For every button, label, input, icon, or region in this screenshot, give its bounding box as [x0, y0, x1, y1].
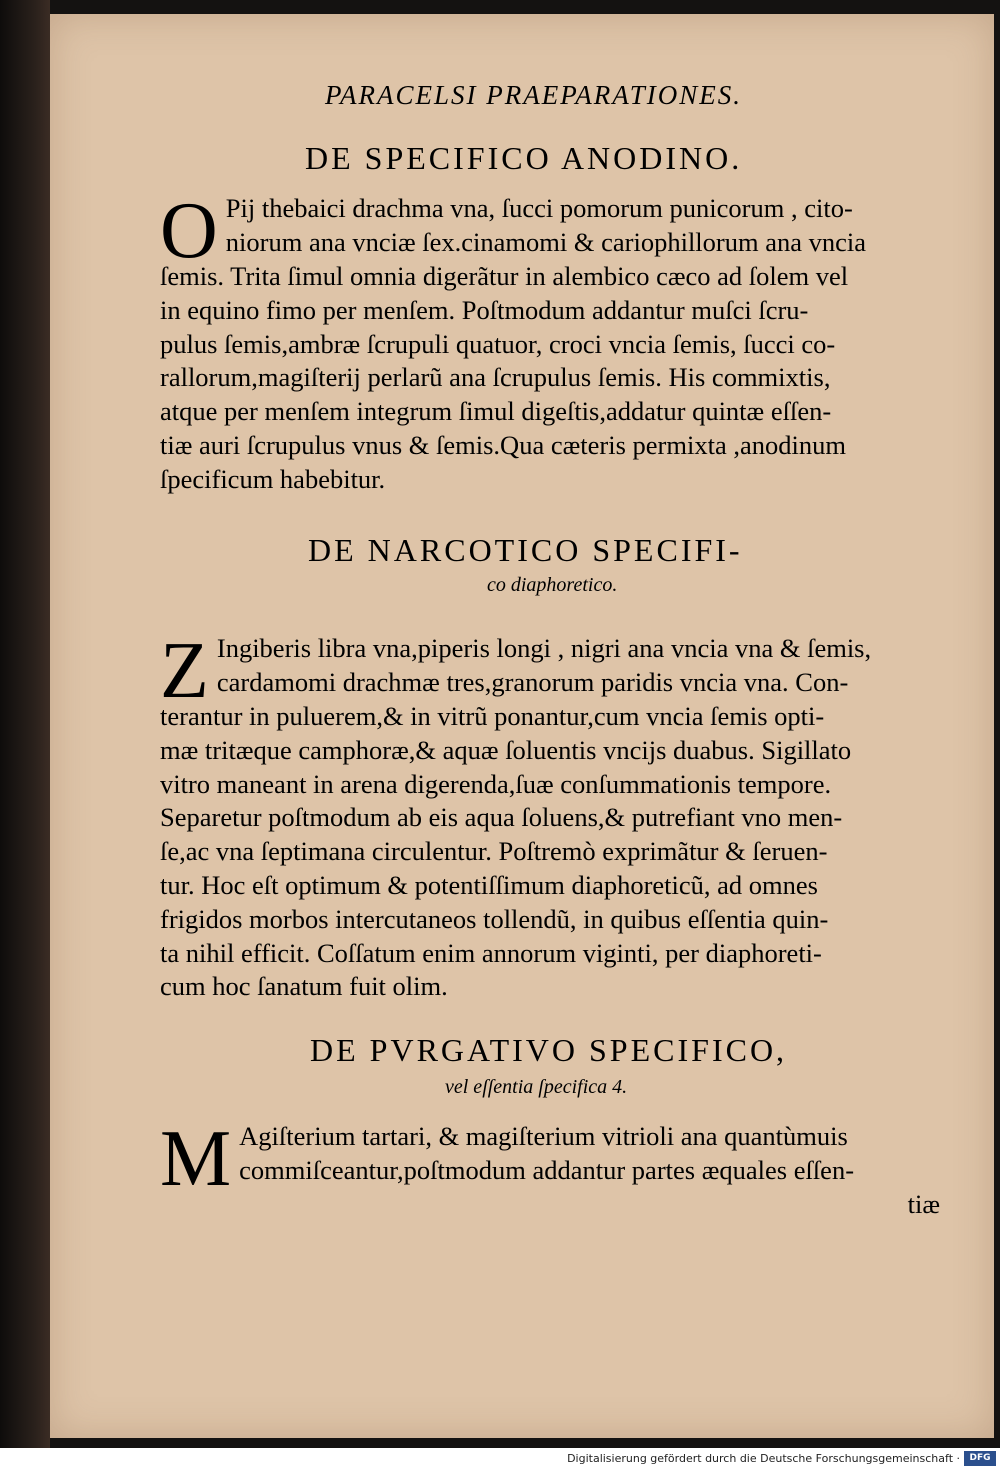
section-subheading-narcotico: co diaphoretico. [487, 574, 618, 596]
text-line: frigidos morbos intercutaneos tollendũ, in quibus eſſentia quin- [160, 903, 829, 934]
text-line: ſpecificum habebitur. [160, 463, 386, 494]
text-line: pulus ſemis,ambræ ſcrupuli quatuor, croci vncia ſemis, ſucci co- [160, 328, 836, 359]
footer-bar [0, 1448, 1000, 1470]
section-body-purgativo [160, 1115, 940, 1222]
book-spine [0, 0, 50, 1448]
section-heading-anodino: DE SPECIFICO ANODINO. [305, 140, 743, 176]
text-line: rallorum,magiſterij perlarũ ana ſcrupulus ſemis. His commixtis, [160, 362, 831, 393]
text-line: Agiſterium tartari, & magiſterium vitrioli ana quantùmuis [239, 1121, 848, 1151]
catchword: tiæ [907, 1189, 940, 1219]
section-subheading-purgativo: vel eſſentia ſpecifica 4. [445, 1076, 628, 1098]
text-line: ſemis. Trita ſimul omnia digerãtur in alembico cæco ad ſolem vel [160, 261, 849, 291]
text-line: mæ tritæque camphoræ,& aquæ ſoluentis vncijs duabus. Sigillato [160, 734, 852, 765]
text-line: Ingiberis libra vna,piperis longi , nigri ana vncia vna & ſemis, [216, 633, 872, 663]
dropcap: Z [160, 627, 209, 715]
section-heading-purgativo: DE PVRGATIVO SPECIFICO, [310, 1032, 788, 1068]
section-heading-narcotico: DE NARCOTICO SPECIFI- [308, 532, 743, 568]
text-line: vitro maneant in arena digerenda,ſuæ conſummationis tempore. [160, 768, 832, 799]
text-line: cardamomi drachmæ tres,granorum paridis vncia vna. Con- [216, 666, 849, 697]
section-body-narcotico [160, 627, 940, 1004]
text-line: commiſceantur,poſtmodum addantur partes æquales eſſen- [239, 1154, 855, 1185]
text-line: cum hoc ſanatum fuit olim. [160, 971, 448, 1002]
text-line: tur. Hoc eſt optimum & potentiſſimum diaphoreticũ, ad omnes [160, 869, 818, 900]
section-body-anodino [160, 187, 940, 497]
dfg-logo: DFG [964, 1451, 996, 1466]
text-line: in equino fimo per menſem. Poſtmodum addantur muſci ſcru- [160, 294, 809, 325]
text-line: ſe,ac vna ſeptimana circulentur. Poſtremò exprimãtur & ſeruen- [160, 836, 828, 867]
running-head: PARACELSI PRAEPARATIONES. [325, 80, 742, 110]
dropcap: O [160, 187, 218, 275]
text-line: Separetur poſtmodum ab eis aqua ſoluens,& putrefiant vno men- [160, 802, 843, 833]
text-line: tiæ auri ſcrupulus vnus & ſemis.Qua cæteris permixta ,anodinum [160, 429, 846, 460]
text-line: niorum ana vnciæ ſex.cinamomi & cariophillorum ana vncia [225, 226, 867, 257]
footer-credit: Digitalisierung gefördert durch die Deutsche Forschungsgemeinschaft · [567, 1452, 960, 1465]
dropcap: M [160, 1115, 232, 1203]
text-line: terantur in puluerem,& in vitrũ ponantur,cum vncia ſemis opti- [160, 701, 825, 731]
text-line: Pij thebaici drachma vna, ſucci pomorum punicorum , cito- [225, 193, 853, 223]
text-line: atque per menſem integrum ſimul digeſtis,addatur quintæ eſſen- [160, 396, 832, 427]
text-line: ta nihil efficit. Coſſatum enim annorum viginti, per diaphoreti- [160, 937, 822, 968]
